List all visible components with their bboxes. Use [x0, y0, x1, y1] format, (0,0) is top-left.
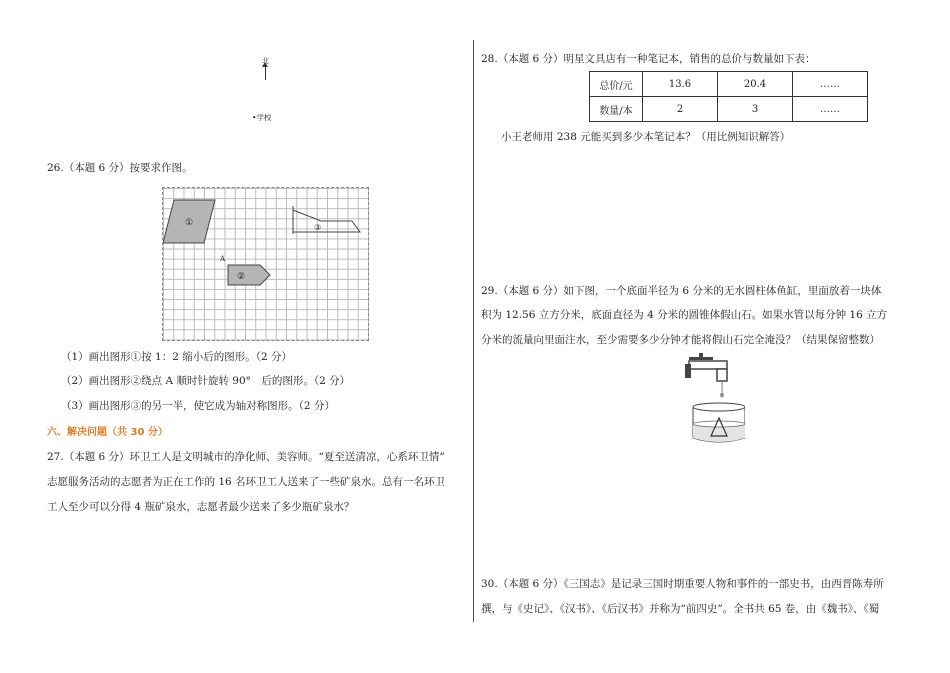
q28-question: 小王老师用 238 元能买到多少本笔记本？（用比例知识解答） [501, 131, 791, 143]
north-label: 北 [262, 57, 269, 65]
q26-item-2: （2）画出图形②绕点 A 顺时针旋转 90° 后的图形。（2 分） [61, 375, 351, 387]
table-cell: …… [793, 97, 868, 122]
q29-line-2: 积为 12.56 立方分米，底面直径为 4 分米的圆锥体假山石。如果水管以每分钟 16 立方 [481, 309, 888, 321]
q29-line-1: 29.（本题 6 分）如下图，一个底面半径为 6 分米的无水圆柱体鱼缸，里面放着一块体 [481, 285, 882, 297]
table-header-quantity: 数量/本 [590, 97, 643, 122]
q26-item-1: （1）画出图形①按 1：2 缩小后的图形。（2 分） [61, 351, 292, 363]
table-cell: …… [793, 72, 868, 97]
table-row [590, 72, 868, 97]
shape-3-label: ③ [314, 223, 322, 232]
shape-2-label: ② [237, 272, 246, 282]
q26-item-3: （3）画出图形③的另一半，使它成为轴对称图形。（2 分） [61, 400, 335, 412]
point-a-label: A [220, 255, 226, 263]
table-cell: 3 [718, 97, 793, 122]
q26-title: 26.（本题 6 分）按要求作图。 [47, 162, 193, 174]
q28-price-table [589, 71, 868, 122]
q27-line-3: 工人至少可以分得 4 瓶矿泉水，志愿者最少送来了多少瓶矿泉水？ [47, 501, 355, 513]
water-drop-icon [720, 393, 724, 398]
shape-2-arrow [228, 265, 270, 285]
q26-shapes [163, 188, 368, 340]
north-arrow-icon [265, 66, 266, 80]
q28-title: 28.（本题 6 分）明星文具店有一种笔记本，销售的总价与数量如下表： [481, 53, 816, 65]
table-cell: 20.4 [718, 72, 793, 97]
q27-line-2: 志愿服务活动的志愿者为正在工作的 16 名环卫工人送来了一些矿泉水。总有一名环卫 [47, 476, 446, 488]
shape-1-label: ① [185, 218, 194, 228]
q30-line-1: 30.（本题 6 分）《三国志》是记录三国时期重要人物和事件的一部史书，由西晋陈寿所 [481, 578, 884, 590]
q29-line-3: 分米的流量向里面注水，至少需要多少分钟才能将假山石完全淹没？（结果保留整数） [481, 334, 880, 346]
q26-grid [162, 187, 369, 341]
school-label: •学校 [252, 113, 272, 122]
q27-line-1: 27.（本题 6 分）环卫工人是文明城市的净化师、美容师。“夏至送清凉，心系环卫情” [47, 451, 445, 463]
shape-3-half [293, 210, 360, 232]
section-6-title: 六、解决问题（共 30 分） [47, 427, 168, 438]
q29-fish-tank-figure [675, 350, 745, 445]
table-cell: 2 [643, 97, 718, 122]
table-cell: 13.6 [643, 72, 718, 97]
table-row [590, 97, 868, 122]
table-header-total: 总价/元 [590, 72, 643, 97]
column-divider [473, 40, 474, 622]
faucet-icon [685, 353, 727, 381]
q30-line-2: 撰，与《史记》、《汉书》、《后汉书》并称为“前四史”。全书共 65 卷，由《魏书》、《蜀 [481, 603, 880, 615]
